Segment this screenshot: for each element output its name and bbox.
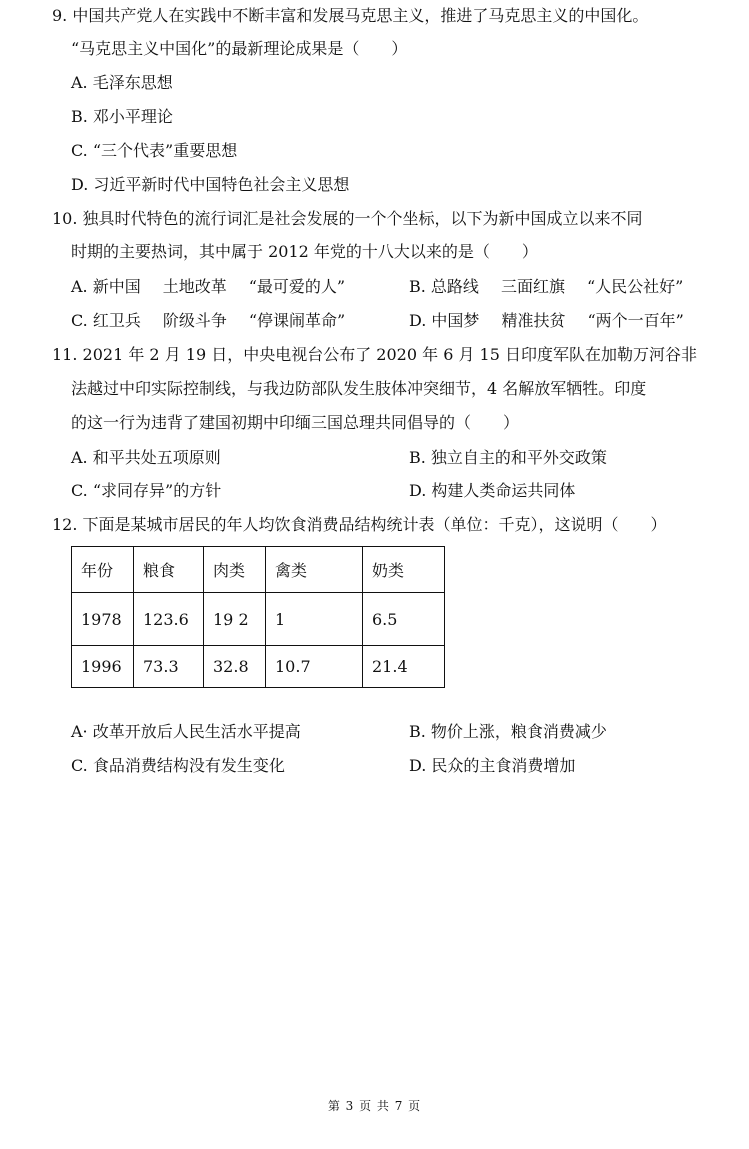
q10-option-c-term-3: “停课闹革命” bbox=[248, 311, 346, 330]
table-cell: 1996 bbox=[72, 646, 134, 688]
q10-option-d bbox=[409, 310, 684, 332]
table-row bbox=[72, 593, 445, 646]
table-cell: 1 bbox=[266, 593, 363, 646]
q10-option-b bbox=[409, 276, 683, 298]
table-header-cell: 肉类 bbox=[204, 547, 266, 593]
table-cell: 21.4 bbox=[363, 646, 445, 688]
q10-stem-line-1: 10. 独具时代特色的流行词汇是社会发展的一个个坐标，以下为新中国成立以来不同 bbox=[52, 209, 643, 228]
table-cell: 6.5 bbox=[363, 593, 445, 646]
q10-option-b-term-1: B. 总路线 bbox=[409, 277, 479, 296]
q11-option-d: D. 构建人类命运共同体 bbox=[409, 481, 576, 500]
table-cell: 73.3 bbox=[134, 646, 204, 688]
q9-option-a: A. 毛泽东思想 bbox=[71, 73, 173, 92]
q9-option-c: C. “三个代表”重要思想 bbox=[71, 141, 238, 160]
q10-option-c-term-2: 阶级斗争 bbox=[162, 311, 227, 330]
table-header-cell: 禽类 bbox=[266, 547, 363, 593]
q10-option-a-term-3: “最可爱的人” bbox=[248, 277, 346, 296]
q9-option-b: B. 邓小平理论 bbox=[71, 107, 173, 126]
q10-option-d-term-3: “两个一百年” bbox=[587, 311, 684, 330]
q12-option-d: D. 民众的主食消费增加 bbox=[409, 756, 576, 775]
q10-option-a-term-1: A. 新中国 bbox=[71, 277, 141, 296]
table-header-cell: 粮食 bbox=[134, 547, 204, 593]
table-cell: 1978 bbox=[72, 593, 134, 646]
page-number-footer: 第 3 页 共 7 页 bbox=[327, 1099, 422, 1113]
table-header-row bbox=[72, 547, 445, 593]
q9-stem-line-1: 9. 中国共产党人在实践中不断丰富和发展马克思主义，推进了马克思主义的中国化。 bbox=[52, 6, 649, 25]
table-header-cell: 奶类 bbox=[363, 547, 445, 593]
q9-stem-line-2: “马克思主义中国化”的最新理论成果是（ ） bbox=[71, 39, 408, 58]
table-cell: 10.7 bbox=[266, 646, 363, 688]
q9-option-d: D. 习近平新时代中国特色社会主义思想 bbox=[71, 175, 350, 194]
q11-option-c: C. “求同存异”的方针 bbox=[71, 481, 222, 500]
q11-stem-line-2: 法越过中印实际控制线，与我边防部队发生肢体冲突细节，4 名解放军牺牲。印度 bbox=[71, 379, 647, 398]
q10-option-d-term-2: 精准扶贫 bbox=[501, 311, 566, 330]
q10-option-c bbox=[71, 310, 345, 332]
table-row bbox=[72, 646, 445, 688]
q10-option-c-term-1: C. 红卫兵 bbox=[71, 311, 141, 330]
q12-option-a: A· 改革开放后人民生活水平提高 bbox=[71, 722, 301, 741]
table-cell: 32.8 bbox=[204, 646, 266, 688]
table-cell-text: 19 2 · bbox=[213, 610, 249, 629]
q11-option-b: B. 独立自主的和平外交政策 bbox=[409, 448, 607, 467]
q10-option-d-term-1: D. 中国梦 bbox=[409, 311, 480, 330]
q10-stem-line-2: 时期的主要热词，其中属于 2012 年党的十八大以来的是（ ） bbox=[71, 242, 538, 261]
q12-stem-line-1: 12. 下面是某城市居民的年人均饮食消费品结构统计表（单位：千克），这说明（ ） bbox=[52, 515, 667, 534]
q11-stem-line-1: 11. 2021 年 2 月 19 日，中央电视台公布了 2020 年 6 月 15 日印度军队在加勒万河谷非 bbox=[52, 345, 697, 364]
table-header-cell: 年份 bbox=[72, 547, 134, 593]
table-cell: 123.6 bbox=[134, 593, 204, 646]
q10-option-b-term-2: 三面红旗 bbox=[500, 277, 565, 296]
q12-option-b: B. 物价上涨，粮食消费减少 bbox=[409, 722, 607, 741]
table-cell bbox=[204, 593, 266, 646]
consumption-table bbox=[71, 546, 445, 688]
q10-option-a bbox=[71, 276, 345, 298]
q12-option-c: C. 食品消费结构没有发生变化 bbox=[71, 756, 285, 775]
q10-option-b-term-3: “人民公社好” bbox=[586, 277, 684, 296]
q11-stem-line-3: 的这一行为违背了建国初期中印缅三国总理共同倡导的（ ） bbox=[71, 413, 520, 432]
q11-option-a: A. 和平共处五项原则 bbox=[71, 448, 221, 467]
q10-option-a-term-2: 土地改革 bbox=[162, 277, 227, 296]
